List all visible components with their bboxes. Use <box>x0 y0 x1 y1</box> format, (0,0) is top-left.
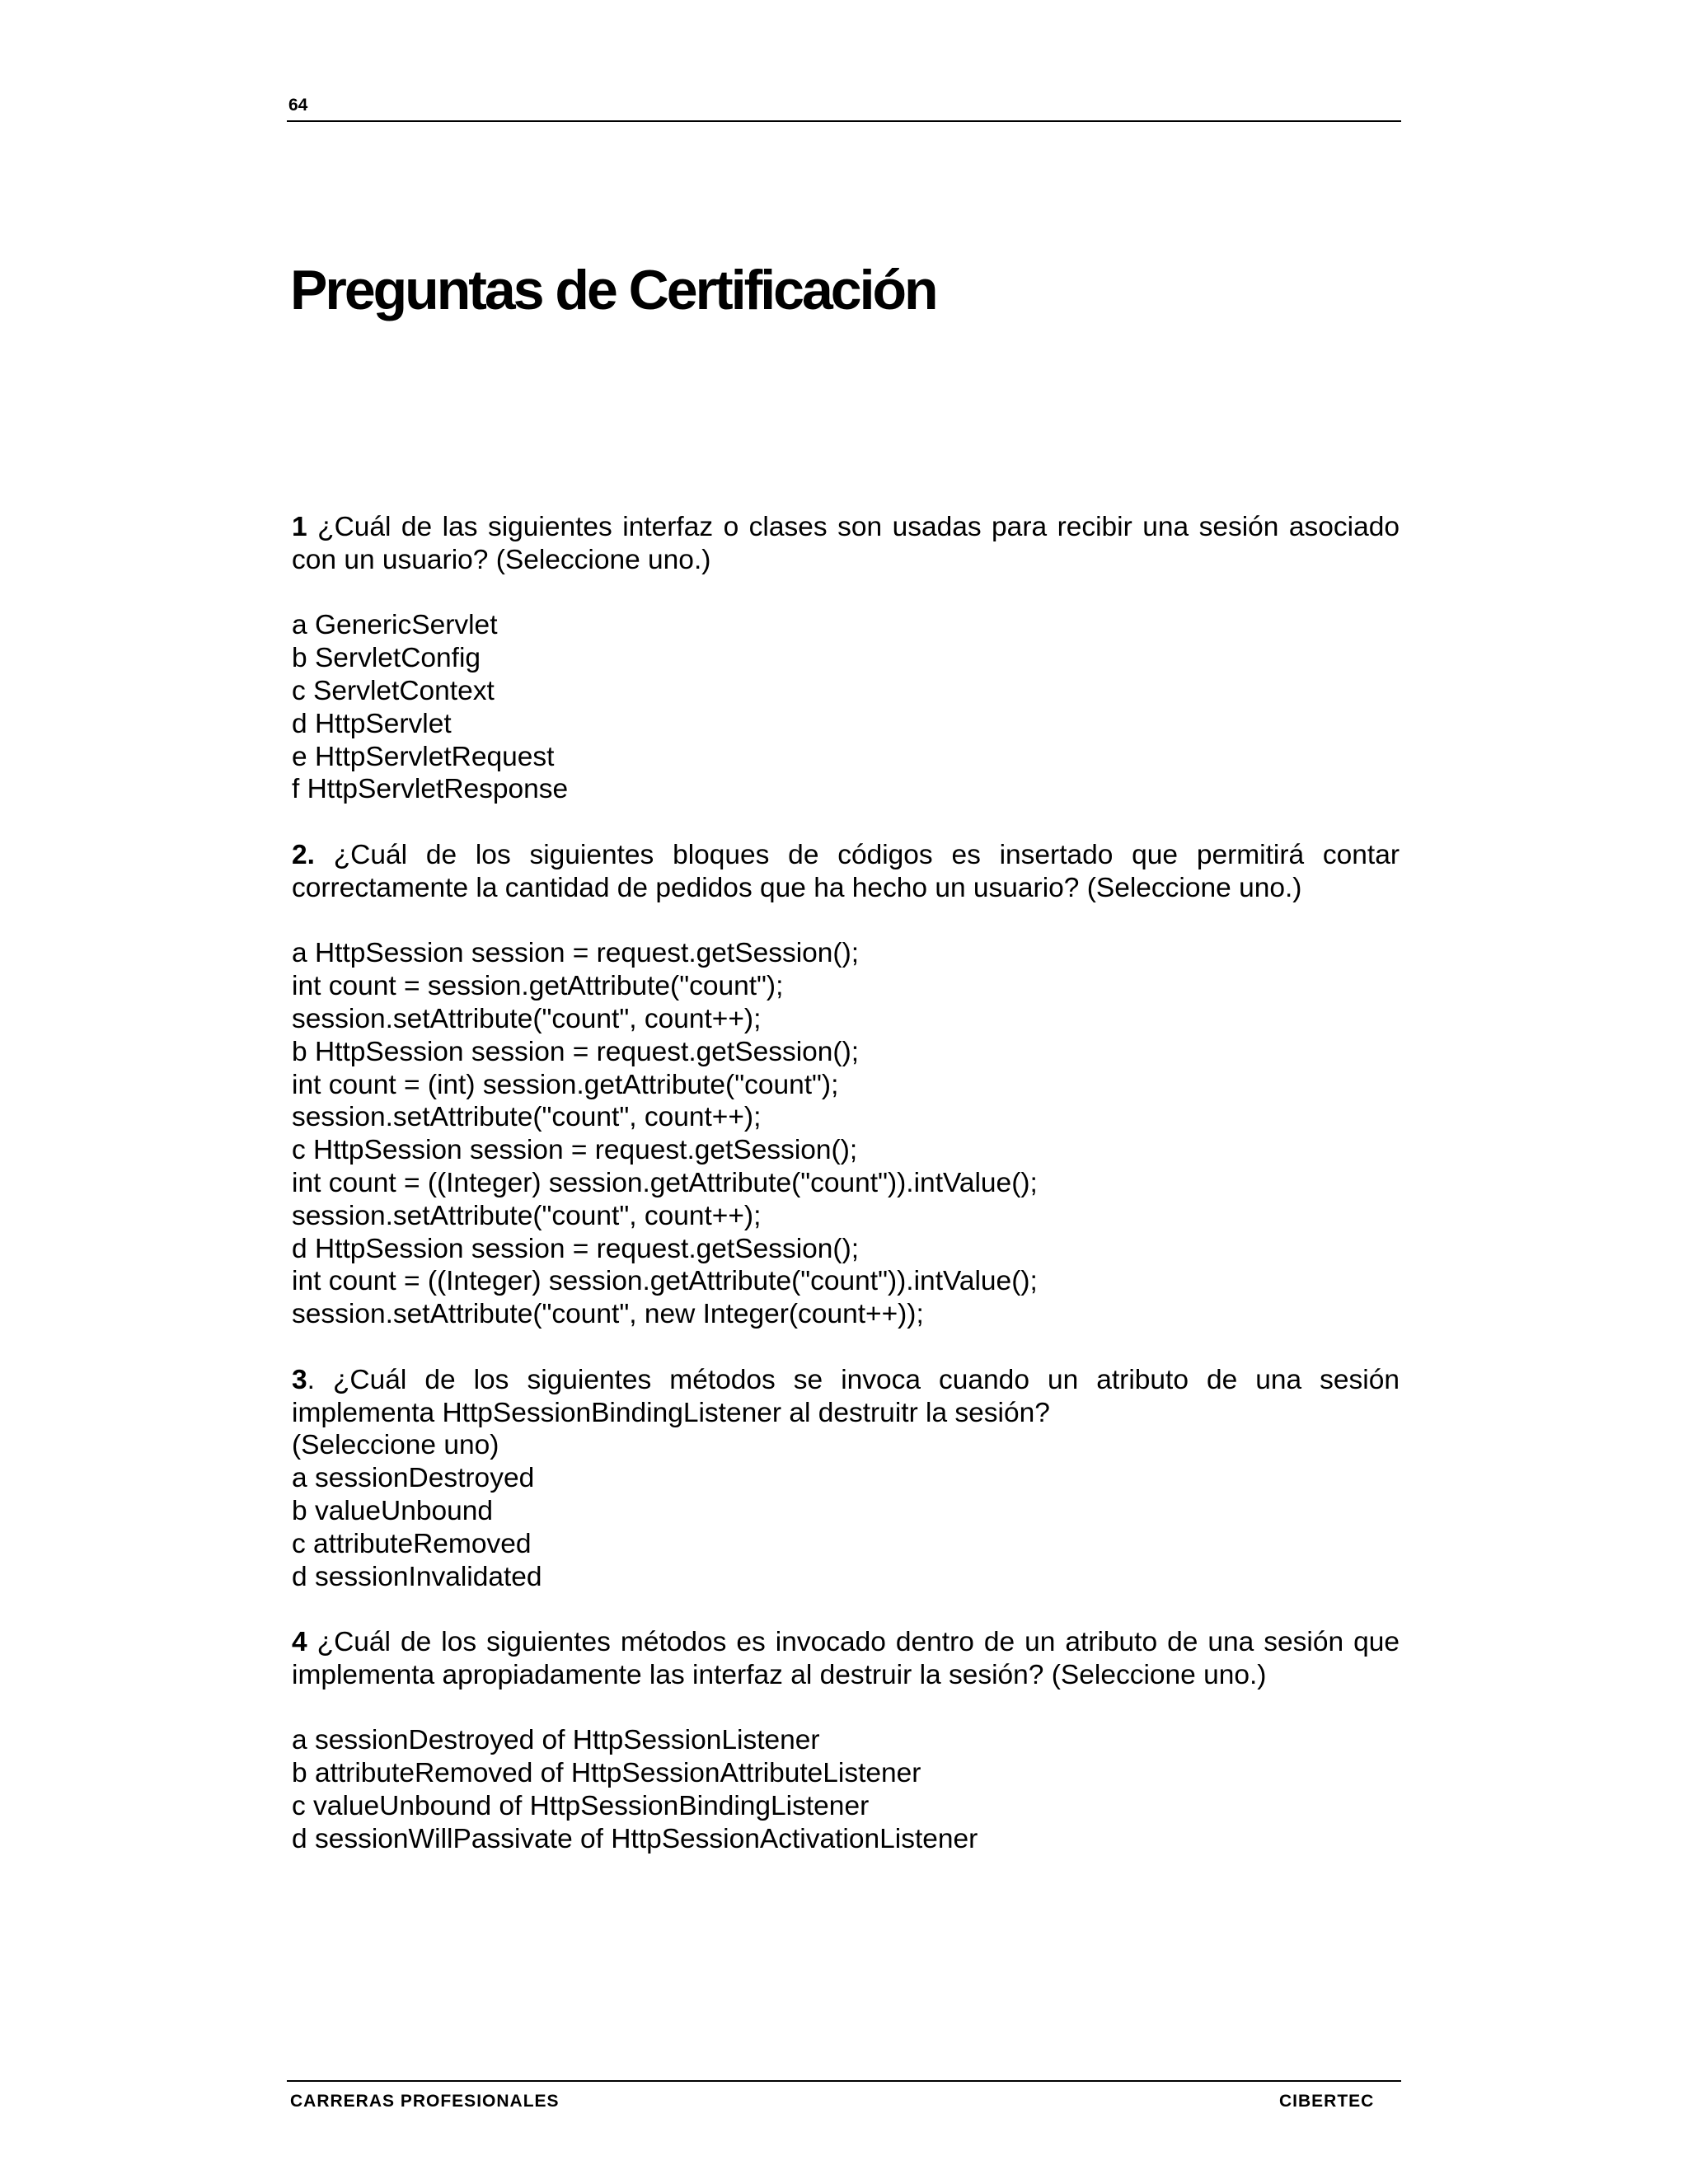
code-line: session.setAttribute("count", count++); <box>292 1200 762 1231</box>
code-line: d HttpSession session = request.getSession(); <box>292 1233 860 1264</box>
code-line: int count = ((Integer) session.getAttribute("count")).intValue(); <box>292 1167 1038 1198</box>
question-prompt: ¿Cuál de los siguientes bloques de códigos es insertado que permitirá contar correctamente la cantidad de pedidos que ha hecho un usuario? (Seleccione uno.) <box>292 839 1400 903</box>
question-number: 2. <box>292 839 315 870</box>
answer-option: d sessionInvalidated <box>292 1561 542 1592</box>
code-line: a HttpSession session = request.getSession(); <box>292 938 860 969</box>
code-line: session.setAttribute("count", new Integer(count++)); <box>292 1299 924 1330</box>
question-prompt: . ¿Cuál de los siguientes métodos se invoca cuando un atributo de una sesión implementa HttpSessionBindingListener al destruitr la sesión? <box>292 1364 1400 1428</box>
answer-option: d sessionWillPassivate of HttpSessionActivationListener <box>292 1823 978 1854</box>
header-rule <box>287 120 1401 122</box>
answer-option: a sessionDestroyed of HttpSessionListener <box>292 1725 820 1756</box>
code-line: int count = session.getAttribute("count"); <box>292 971 784 1002</box>
answer-option: d HttpServlet <box>292 708 452 739</box>
answer-option: f HttpServletResponse <box>292 774 569 805</box>
code-line: b HttpSession session = request.getSession(); <box>292 1036 860 1067</box>
answer-instruction: (Seleccione uno) <box>292 1430 499 1461</box>
answer-option: b attributeRemoved of HttpSessionAttributeListener <box>292 1758 921 1789</box>
question-number: 4 <box>292 1627 307 1658</box>
question-2 <box>292 839 1400 1331</box>
code-line: session.setAttribute("count", count++); <box>292 1102 762 1133</box>
answer-option: a sessionDestroyed <box>292 1463 535 1494</box>
footer-program-label: CARRERAS PROFESIONALES <box>290 2092 560 2111</box>
answer-option: c attributeRemoved <box>292 1528 532 1559</box>
answer-option: c valueUnbound of HttpSessionBindingListener <box>292 1791 870 1822</box>
questions-section <box>292 511 1400 1856</box>
page-number: 64 <box>288 96 308 115</box>
question-text <box>292 1364 1400 1430</box>
answer-option: b ServletConfig <box>292 643 481 674</box>
code-line: session.setAttribute("count", count++); <box>292 1003 762 1034</box>
question-number: 1 <box>292 512 307 542</box>
question-prompt: ¿Cuál de las siguientes interfaz o clases son usadas para recibir una sesión asociado con un usuario? (Seleccione uno.) <box>292 512 1400 575</box>
answer-option: e HttpServletRequest <box>292 741 555 772</box>
answer-option: a GenericServlet <box>292 610 498 641</box>
question-1 <box>292 511 1400 806</box>
question-text <box>292 839 1400 905</box>
answer-option: b valueUnbound <box>292 1495 494 1526</box>
question-text <box>292 511 1400 577</box>
footer-institution-label: CIBERTEC <box>1279 2092 1375 2111</box>
footer-rule <box>287 2080 1401 2082</box>
question-4 <box>292 1626 1400 1856</box>
answer-option: c ServletContext <box>292 675 495 706</box>
code-line: int count = ((Integer) session.getAttribute("count")).intValue(); <box>292 1266 1038 1297</box>
code-line: int count = (int) session.getAttribute("count"); <box>292 1069 839 1100</box>
question-3 <box>292 1364 1400 1594</box>
question-prompt: ¿Cuál de los siguientes métodos es invocado dentro de un atributo de una sesión que implementa apropiadamente las interfaz al destruir la sesión? (Seleccione uno.) <box>292 1627 1400 1690</box>
page-title: Preguntas de Certificación <box>290 259 936 321</box>
code-line: c HttpSession session = request.getSession(); <box>292 1135 858 1166</box>
question-text <box>292 1626 1400 1692</box>
question-number: 3 <box>292 1364 307 1395</box>
